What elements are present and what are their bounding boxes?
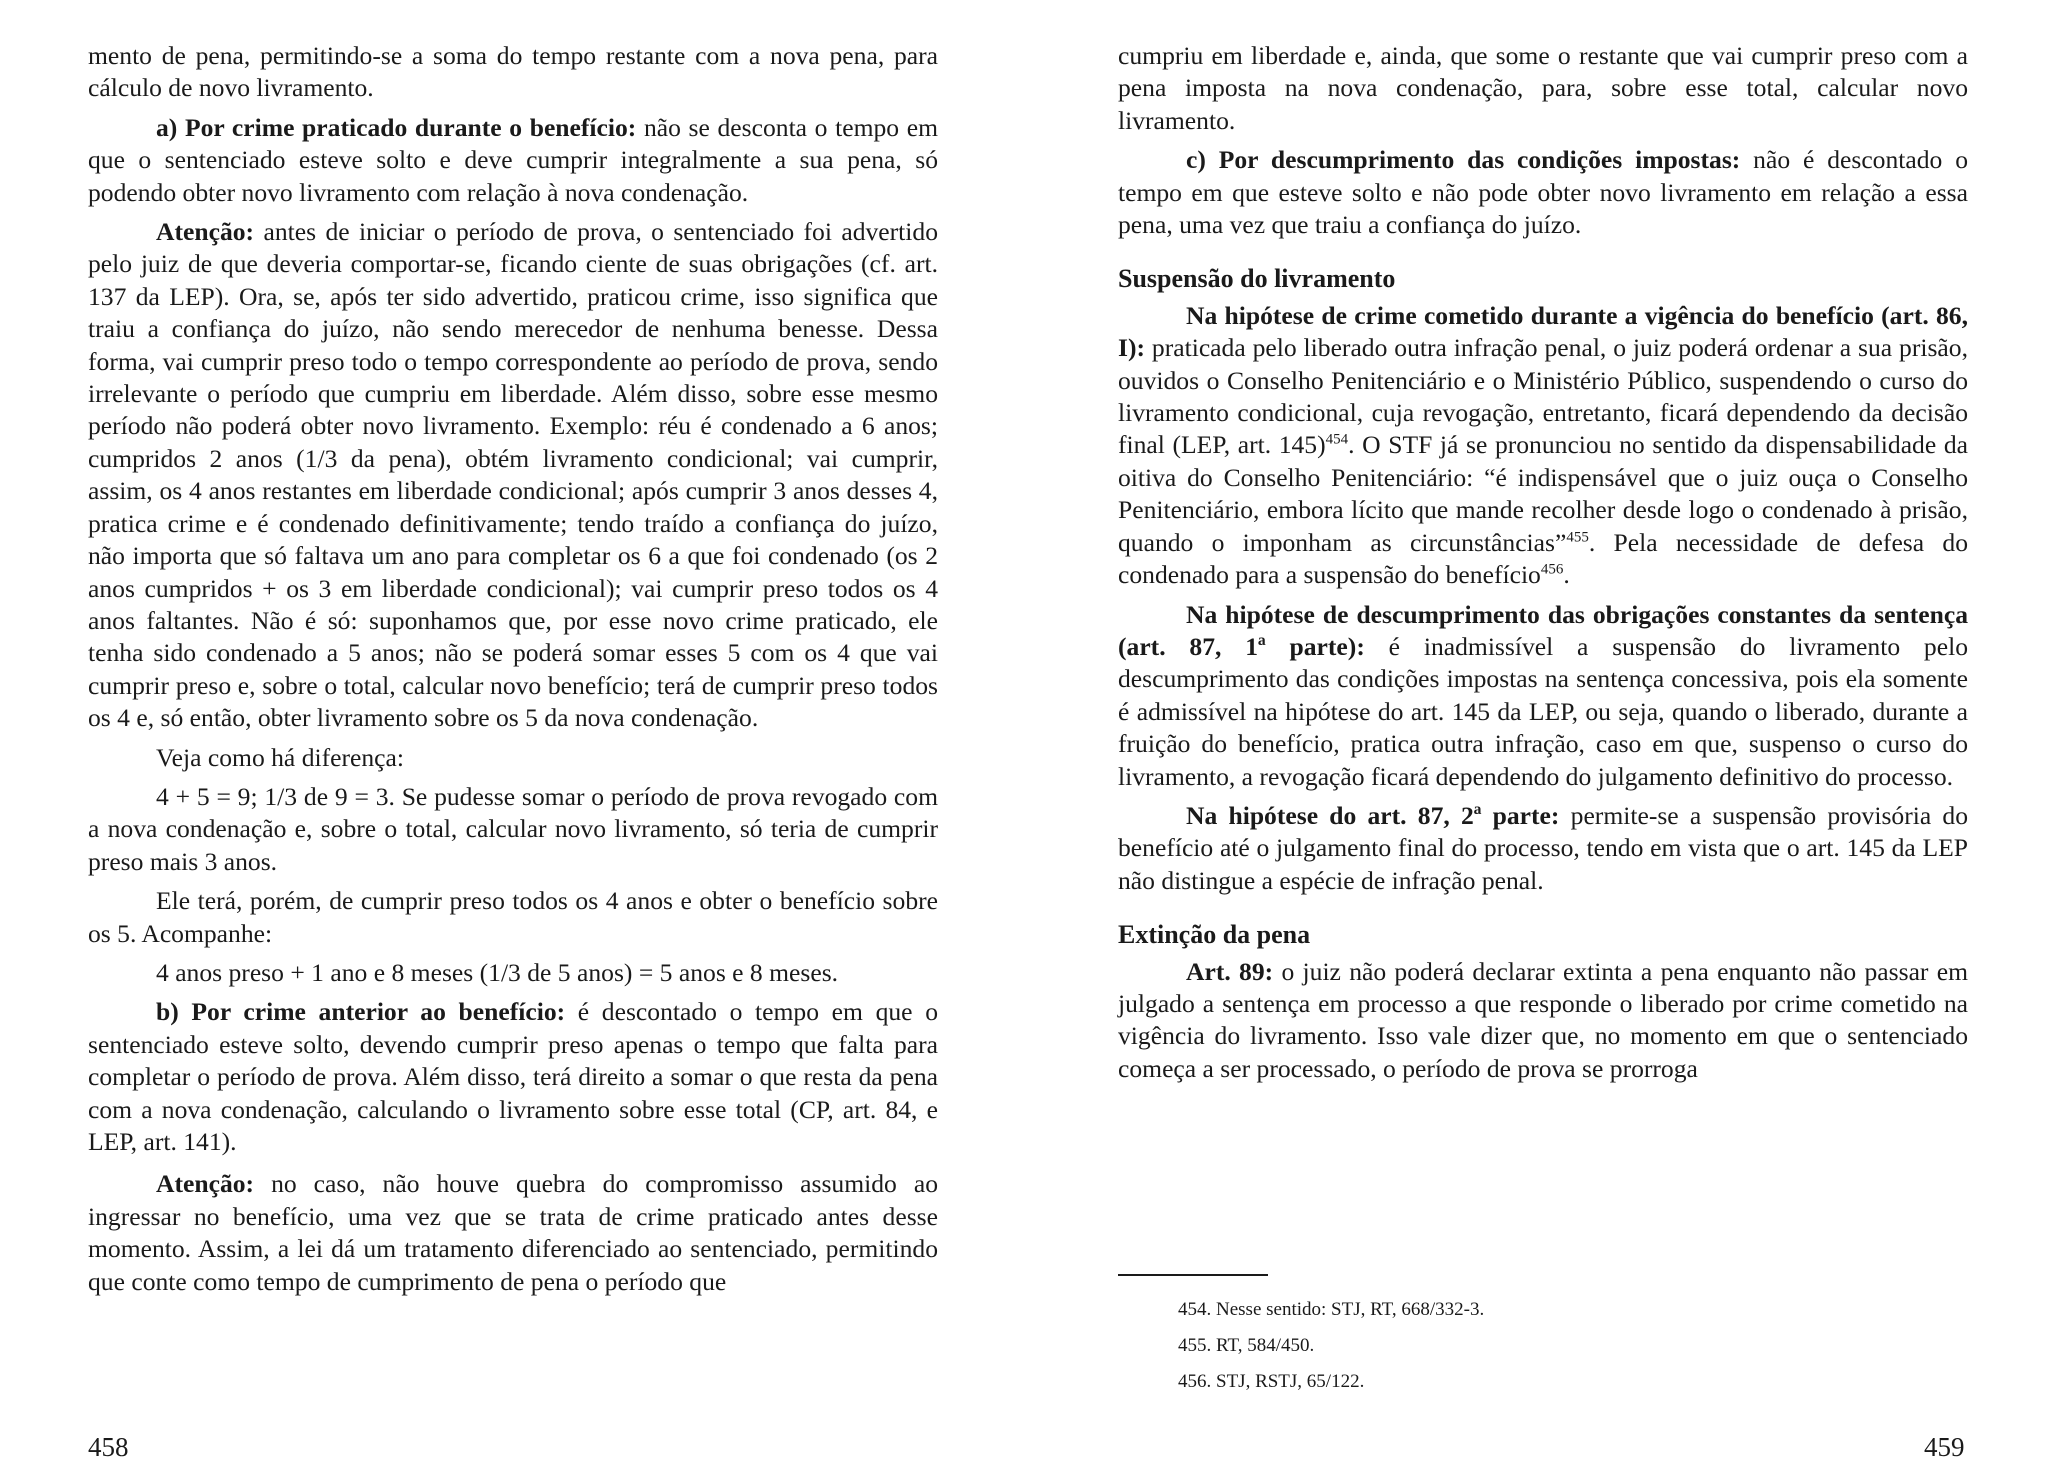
left-paragraph-2-heading: a) Por crime praticado durante o benefício:	[156, 112, 637, 142]
right-paragraph-3-text-a: praticada pelo liberado outra infração penal, o juiz poderá ordenar a sua prisão, ouvidos o Conselho Penitenciário e o Ministério Público, suspendendo o curso do livramento condicional, cuja revogação, entretanto, ficará dependendo da decisão final (LEP, art. 145)	[1118, 333, 1968, 460]
right-paragraph-3-text-c: . Pela necessidade de defesa do condenado para a suspensão do benefício	[1118, 527, 1968, 590]
right-paragraph-4-heading: Na hipótese de descumprimento das obrigações constantes da sentença (art. 87, 1ª parte):	[1118, 599, 1968, 661]
left-paragraph-1: mento de pena, permitindo-se a soma do tempo restante com a nova pena, para cálculo de novo livramento.	[88, 41, 938, 103]
footnote-ref-456[interactable]: 456	[1540, 561, 1564, 578]
page-number-left: 458	[88, 1432, 129, 1462]
left-paragraph-9	[88, 1168, 938, 1298]
left-paragraph-6: Ele terá, porém, de cumprir preso todos os 4 anos e obter o benefício sobre os 5. Acompanhe:	[88, 886, 938, 948]
left-paragraph-2-text: não se desconta o tempo em que o sentenciado esteve solto e deve cumprir integralmente a sua pena, só podendo obter novo livramento com relação à nova condenação.	[88, 112, 938, 207]
footnote-454: 454. Nesse sentido: STJ, RT, 668/332-3.	[1178, 1299, 1485, 1320]
left-paragraph-8-heading: b) Por crime anterior ao benefício:	[156, 997, 566, 1027]
left-paragraph-9-heading: Atenção:	[156, 1169, 255, 1199]
left-paragraph-8	[88, 996, 938, 1158]
footnote-456: 456. STJ, RSTJ, 65/122.	[1178, 1371, 1365, 1392]
left-paragraph-4: Veja como há diferença:	[156, 742, 404, 772]
right-paragraph-4-text: é inadmissível a suspensão do livramento pelo descumprimento das condições impostas na sentença concessiva, pois ela somente é admissível na hipótese do art. 145 da LEP, ou seja, quando o liberado, durante a fruição do benefício, pratica outra infração, caso em que, suspenso o curso do livramento, a revogação ficará dependendo do julgamento definitivo do processo.	[1118, 631, 1968, 791]
right-paragraph-2	[1118, 144, 1968, 241]
right-paragraph-5	[1118, 800, 1968, 897]
right-paragraph-6-text: o juiz não poderá declarar extinta a pena enquanto não passar em julgado a sentença em processo a que responde o liberado por crime cometido na vigência do livramento. Isso vale dizer que, no momento em que o sentenciado começa a ser processado, o período de prova se prorroga	[1118, 956, 1969, 1083]
left-paragraph-7: 4 anos preso + 1 ano e 8 meses (1/3 de 5 anos) = 5 anos e 8 meses.	[156, 957, 839, 987]
right-paragraph-1: cumpriu em liberdade e, ainda, que some o restante que vai cumprir preso com a pena imposta na nova condenação, para, sobre esse total, calcular novo livramento.	[1118, 41, 1968, 135]
right-paragraph-4	[1118, 599, 1968, 793]
right-paragraph-5-text: permite-se a suspensão provisória do benefício até o julgamento final do processo, tendo em vista que o art. 145 da LEP não distingue a espécie de infração penal.	[1118, 800, 1968, 895]
right-paragraph-3-text-d: .	[1563, 560, 1570, 590]
footnote-ref-455[interactable]: 455	[1566, 529, 1589, 546]
left-paragraph-3-text: antes de iniciar o período de prova, o sentenciado foi advertido pelo juiz de que deveria comportar-se, ficando ciente de suas obrigações (cf. art. 137 da LEP). Ora, se, após ter sido advertido, praticou crime, isso significa que traiu a confiança do juízo, não sendo merecedor de nenhuma benesse. Dessa forma, vai cumprir preso todo o tempo correspondente ao período de prova, sendo irrelevante o período que cumpriu em liberdade. Além disso, sobre esse mesmo período não poderá obter novo livramento. Exemplo: réu é condenado a 6 anos; cumpridos 2 anos (1/3 da pena), obtém livramento condicional; vai cumprir, assim, os 4 anos restantes em liberdade condicional; após cumprir 3 anos desses 4, pratica crime e é condenado definitivamente; tendo traído a confiança do juízo, não importa que só faltava um ano para completar os 6 a que foi condenado (os 2 anos cumpridos + os 3 em liberdade condicional); vai cumprir preso todos os 4 anos faltantes. Não é só: suponhamos que, por esse novo crime praticado, ele tenha sido condenado a 5 anos; não se poderá somar esses 5 com os 4 que vai cumprir preso e, sobre o total, calcular novo benefício; terá de cumprir preso todos os 4 e, só então, obter livramento sobre os 5 da nova condenação.	[88, 217, 938, 733]
footnote-divider	[1118, 1274, 1268, 1276]
footnote-ref-454[interactable]: 454	[1325, 431, 1349, 448]
page-number-right: 459	[1924, 1432, 1965, 1462]
left-paragraph-2	[88, 112, 938, 209]
section-heading-extincao: Extinção da pena	[1118, 920, 1311, 950]
left-page	[88, 40, 938, 1298]
left-paragraph-3	[88, 216, 938, 735]
left-paragraph-9-text: no caso, não houve quebra do compromisso assumido ao ingressar no benefício, uma vez que se trata de crime praticado antes desse momento. Assim, a lei dá um tratamento diferenciado ao sentenciado, permitindo que conte como tempo de cumprimento de pena o período que	[88, 1169, 938, 1296]
footnotes	[1178, 1292, 1778, 1400]
right-paragraph-5-heading: Na hipótese do art. 87, 2ª parte:	[1186, 800, 1560, 830]
right-paragraph-3	[1118, 300, 1968, 592]
footnote-455: 455. RT, 584/450.	[1178, 1335, 1315, 1356]
right-paragraph-3-text-b: . O STF já se pronunciou no sentido da dispensabilidade da oitiva do Conselho Penitenciário: “é indispensável que o juiz ouça o Conselho Penitenciário, embora lícito que mande recolher desde logo o condenado à prisão, quando o imponham as circunstâncias”	[1118, 430, 1968, 557]
right-paragraph-6-heading: Art. 89:	[1186, 956, 1274, 986]
right-paragraph-2-text: não é descontado o tempo em que esteve solto e não pode obter novo livramento em relação a essa pena, uma vez que traiu a confiança do juízo.	[1118, 145, 1968, 240]
right-paragraph-3-heading: Na hipótese de crime cometido durante a vigência do benefício (art. 86, I):	[1118, 300, 1968, 363]
section-heading-suspensao: Suspensão do livramento	[1118, 264, 1396, 294]
left-paragraph-3-heading: Atenção:	[156, 217, 255, 247]
left-paragraph-5: 4 + 5 = 9; 1/3 de 9 = 3. Se pudesse somar o período de prova revogado com a nova condenação e, sobre o total, calcular novo livramento, só teria de cumprir preso mais 3 anos.	[88, 781, 938, 876]
right-page	[1118, 40, 1968, 1085]
left-paragraph-8-text: é descontado o tempo em que o sentenciado esteve solto, devendo cumprir preso apenas o tempo que falta para completar o período de prova. Além disso, terá direito a somar o que resta da pena com a nova condenação, calculando o livramento sobre esse total (CP, art. 84, e LEP, art. 141).	[88, 997, 938, 1156]
right-paragraph-2-heading: c) Por descumprimento das condições impostas:	[1186, 145, 1741, 175]
right-paragraph-6	[1118, 956, 1968, 1086]
